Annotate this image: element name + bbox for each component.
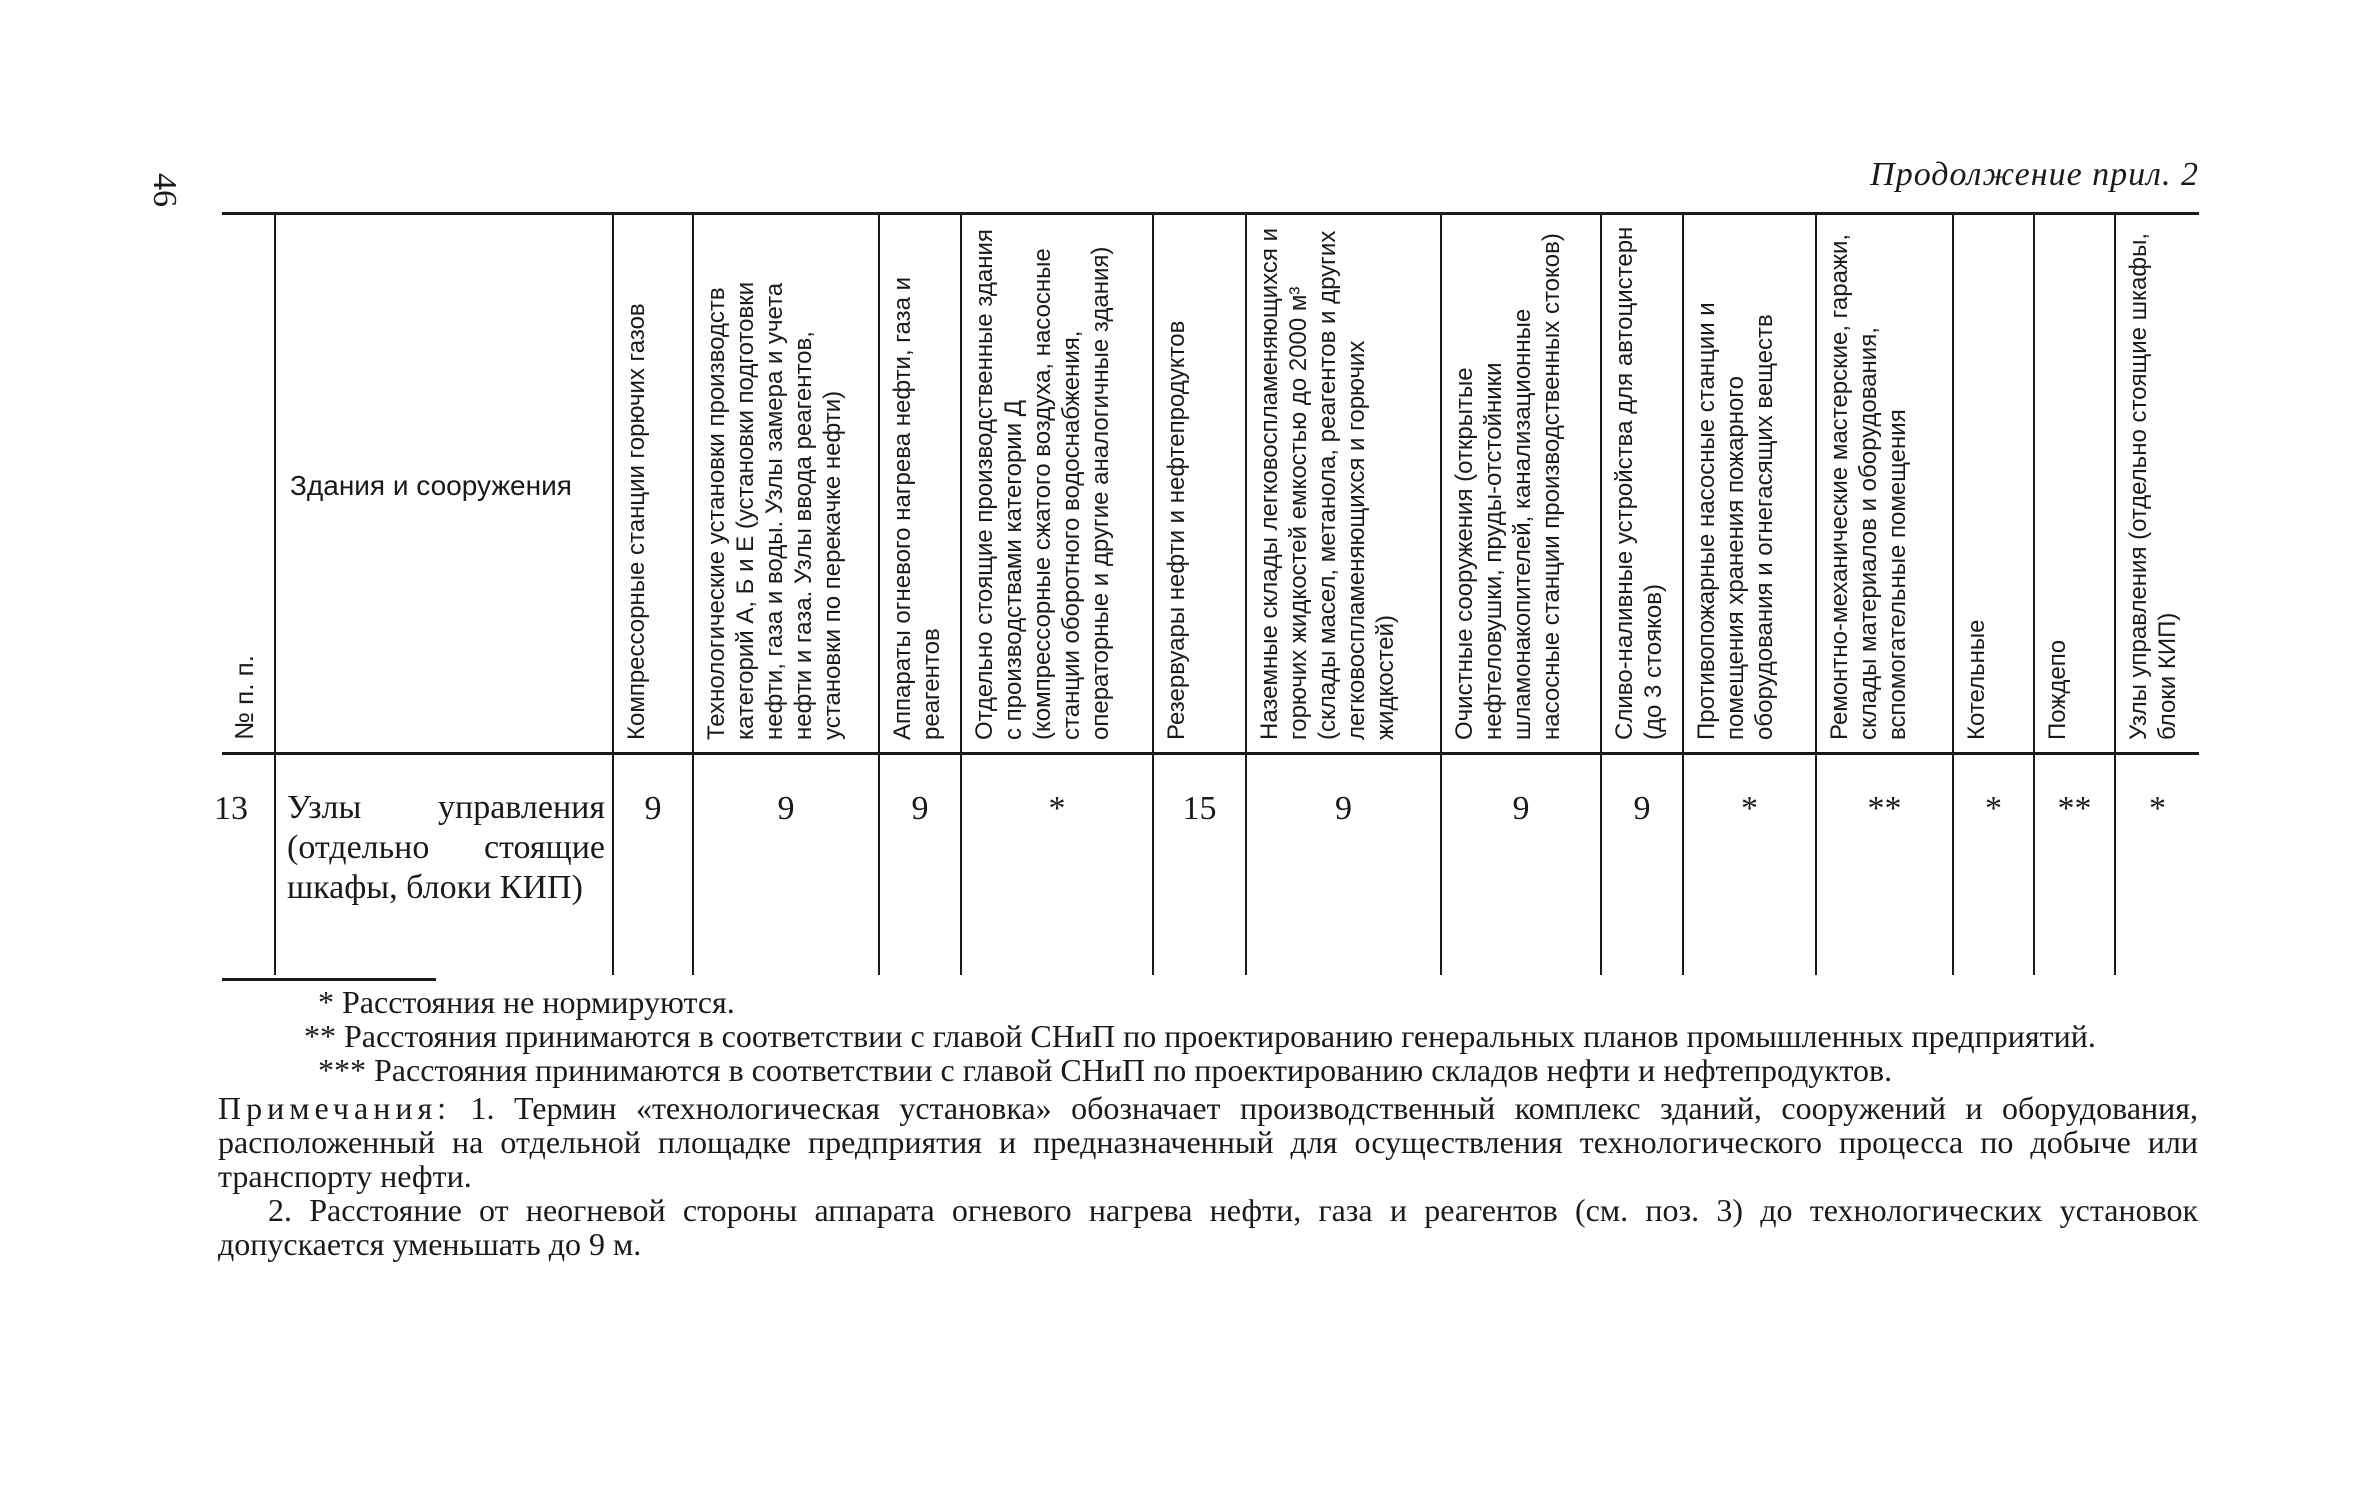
cell-value: **: [1867, 790, 1902, 827]
cell-value: *: [1741, 790, 1758, 827]
row-name: Узлы управления (отдельно стоящие шкафы, блоки КИП): [287, 789, 605, 906]
header-workshops: Ремонтно-механические мастерские, гаражи, склады материалов и оборудования, вспомогательные помещения: [1826, 233, 1911, 740]
page-number: 46: [146, 173, 183, 207]
cell-value: *: [2149, 790, 2166, 827]
cell-value: 15: [1182, 790, 1217, 827]
cell-value: 9: [777, 790, 795, 827]
header-fire-depot: Пождепо: [2044, 639, 2071, 740]
remark-2: 2. Расстояние от неогневой стороны аппарата огневого нагрева нефти, газа и реагентов (см. поз. 3) до технологических установок допускается уменьшать до 9 м.: [218, 1192, 2198, 1262]
header-tanks: Резервуары нефти и нефтепродуктов: [1163, 320, 1190, 740]
cell-value: **: [2057, 790, 2092, 827]
header-control-units: Узлы управления (отдельно стоящие шкафы, блоки КИП): [2125, 233, 2181, 740]
header-name: Здания и сооружения: [290, 470, 572, 501]
remark-1: [218, 1091, 2198, 1193]
header-fire-pump-stations: Противопожарные насосные станции и помещения хранения пожарного оборудования и огнегасящих веществ: [1693, 302, 1778, 740]
row-number: 13: [214, 790, 248, 827]
header-tech-installations: Технологические установки производств категорий А, Б и Е (установки подготовки нефти, газа и воды. Узлы замера и учета нефти и газа. Узлы ввода реагентов, установки по перекачке нефти): [703, 281, 846, 740]
header-bottom-rule: [222, 752, 2199, 755]
header-compressor-stations: Компрессорные станции горючих газов: [623, 303, 650, 740]
cell-value: *: [1048, 790, 1066, 827]
remark-1-text: 1. Термин «технологическая установка» обозначает производственный комплекс зданий, сооружений и оборудования, расположенный на отдельной площадке предприятия и предназначенный для осуществления технологического процесса по добыче или транспорту нефти.: [218, 1090, 2199, 1194]
header-treatment-facilities: Очистные сооружения (открытые нефтеловушки, пруды-отстойники шламонакопителей, канализационные насосные станции производственных стоков): [1451, 233, 1565, 740]
header-boilers: Котельные: [1963, 619, 1990, 740]
cell-value: 9: [1512, 790, 1530, 827]
footnote-3: *** Расстояния принимаются в соответствии с главой СНиП по проектированию складов нефти и нефтепродуктов.: [318, 1052, 1893, 1088]
header-num: № п. п.: [229, 655, 259, 740]
cell-value: 9: [644, 790, 662, 827]
cell-value: 9: [911, 790, 929, 827]
remarks-label: Примечания:: [218, 1090, 452, 1126]
cell-value: *: [1985, 790, 2002, 827]
footnotes: [218, 985, 2198, 1261]
footnote-1: * Расстояния не нормируются.: [318, 984, 735, 1020]
table-bottom-rule: [222, 978, 436, 981]
header-loading-devices: Сливо-наливные устройства для автоцистерн (до 3 стояков): [1611, 226, 1667, 740]
header-production-buildings: Отдельно стоящие производственные здания с производствами категории Д (компрессорные сжатого воздуха, насосные станции оборотного водоснабжения, операторные и другие аналогичные здания): [971, 229, 1114, 740]
header-fire-heaters: Аппараты огневого нагрева нефти, газа и реагентов: [889, 276, 945, 740]
cell-value: 9: [1633, 790, 1651, 827]
cell-value: 9: [1335, 790, 1352, 827]
continuation-title: Продолжение прил. 2: [1870, 156, 2199, 193]
header-liquid-storage: Наземные склады легковоспламеняющихся и горючих жидкостей емкостью до 2000 м³ (склады масел, метанола, реагентов и других легковоспламеняющихся и горючих жидкостей): [1256, 227, 1399, 740]
footnote-2: ** Расстояния принимаются в соответствии с главой СНиП по проектированию генеральных планов промышленных предприятий.: [304, 1018, 2096, 1054]
col-divider: [274, 215, 276, 975]
